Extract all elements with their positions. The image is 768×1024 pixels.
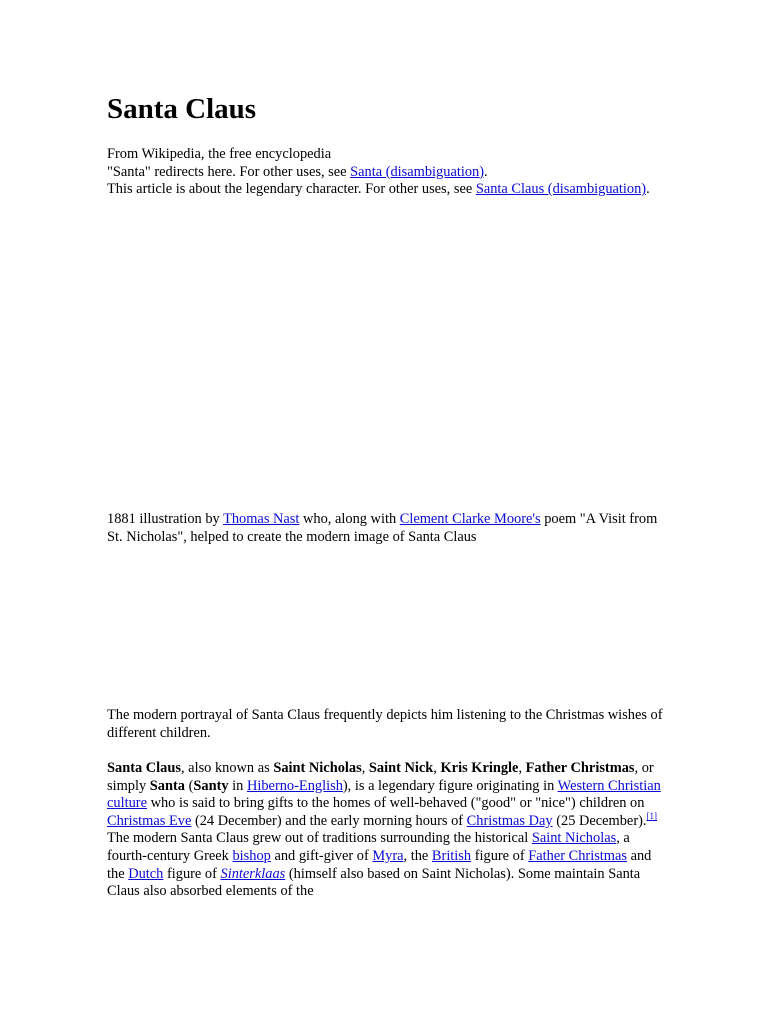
hatnote-block (107, 146, 667, 199)
image-caption-children: The modern portrayal of Santa Claus frequently depicts him listening to the Christmas wishes of different children. (107, 707, 663, 741)
link-christmas-day[interactable]: Christmas Day (466, 812, 553, 829)
link-dutch[interactable]: Dutch (128, 865, 164, 882)
link-santa-disambiguation[interactable]: Santa (disambiguation) (350, 163, 485, 180)
image-caption-nast: 1881 illustration by Thomas Nast who, along with Clement Clarke Moore's poem "A Visit from St. Nicholas", helped to create the modern image of Santa Claus (107, 511, 658, 545)
reference-1[interactable]: [1] (646, 810, 657, 821)
link-hiberno-english[interactable]: Hiberno-English (246, 777, 343, 794)
hatnote-santa-claus: This article is about the legendary character. For other uses, see Santa Claus (disambiguation). (107, 181, 650, 198)
tagline: From Wikipedia, the free encyclopedia (107, 146, 332, 162)
link-british[interactable]: British (431, 847, 472, 864)
link-santa-claus-disambiguation[interactable]: Santa Claus (disambiguation) (475, 181, 647, 198)
link-western-christian-culture[interactable]: Western Christian culture (107, 777, 661, 812)
link-father-christmas[interactable]: Father Christmas (528, 847, 627, 864)
page-title: Santa Claus (107, 93, 257, 125)
link-thomas-nast[interactable]: Thomas Nast (223, 511, 300, 527)
link-bishop[interactable]: bishop (232, 847, 271, 864)
link-saint-nicholas[interactable]: Saint Nicholas (531, 830, 617, 847)
link-clement-clarke-moore[interactable]: Clement Clarke Moore's (399, 511, 541, 527)
lead-paragraph: Santa Claus, also known as Saint Nicholas, Saint Nick, Kris Kringle, Father Christmas, or simply Santa (Santy in Hiberno-English), is a legendary figure originating in Western Christian culture who is said to bring gifts to the homes of well-behaved ("good" or "nice") children on Christmas Eve (24 December) and the early morning hours of Christmas Day (25 December).[1] The modern Santa Claus grew out of traditions surrounding the historical Saint Nicholas, a fourth-century Greek bishop and gift-giver of Myra, the British figure of Father Christmas and the Dutch figure of Sinterklaas (himself also based on Saint Nicholas). Some maintain Santa Claus also absorbed elements of the (107, 760, 661, 900)
link-christmas-eve[interactable]: Christmas Eve (107, 812, 192, 829)
link-sinterklaas[interactable]: Sinterklaas (220, 865, 286, 882)
hatnote-santa: "Santa" redirects here. For other uses, see Santa (disambiguation). (107, 163, 488, 180)
link-myra[interactable]: Myra (372, 847, 404, 864)
